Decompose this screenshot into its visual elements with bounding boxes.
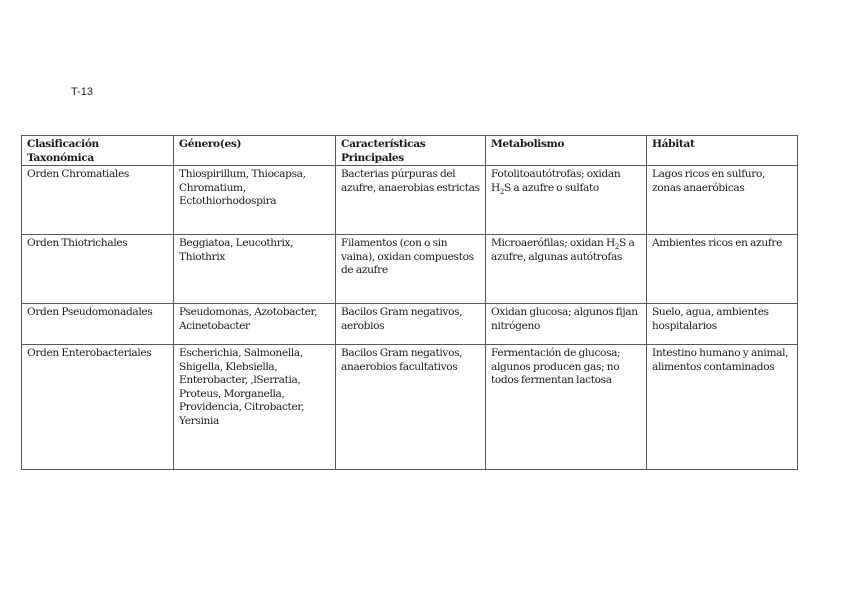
- cell-clasificacion: Orden Thiotrichales: [22, 235, 174, 304]
- metabolismo-text: S a azufre, algunas autótrofas: [491, 237, 635, 263]
- cell-clasificacion: Orden Pseudomonadales: [22, 304, 174, 345]
- table-row: [22, 304, 798, 345]
- cell-generos: Thiospirillum, Thiocapsa, Chromatium, Ectothiorhodospira: [174, 166, 336, 235]
- cell-caracteristicas: Bacilos Gram negativos, aerobios: [336, 304, 486, 345]
- cell-generos: Pseudomonas, Azotobacter, Acinetobacter: [174, 304, 336, 345]
- cell-metabolismo: [486, 166, 647, 235]
- cell-caracteristicas: Bacterias púrpuras del azufre, anaerobias estrictas: [336, 166, 486, 235]
- cell-generos: Beggiatoa, Leucothrix, Thiothrix: [174, 235, 336, 304]
- table-row: [22, 166, 798, 235]
- subscript: 2: [499, 187, 504, 196]
- cell-caracteristicas: Filamentos (con o sin vaina), oxidan compuestos de azufre: [336, 235, 486, 304]
- page-label: T-13: [71, 86, 94, 98]
- header-habitat: Hábitat: [647, 136, 798, 166]
- metabolismo-text: S a azufre o sulfato: [504, 181, 599, 194]
- metabolismo-text: Microaerófilas; oxidan H: [491, 237, 615, 249]
- cell-metabolismo: Fermentación de glucosa; algunos producen gas; no todos fermentan lactosa: [486, 345, 647, 470]
- cell-clasificacion: Orden Enterobacteriales: [22, 345, 174, 470]
- header-metabolismo: Metabolismo: [486, 136, 647, 166]
- table-header-row: [22, 136, 798, 166]
- header-clasificacion: Clasificación Taxonómica: [22, 136, 174, 166]
- cell-metabolismo: [486, 235, 647, 304]
- cell-habitat: Ambientes ricos en azufre: [647, 235, 798, 304]
- cell-caracteristicas: Bacilos Gram negativos, anaerobios facultativos: [336, 345, 486, 470]
- cell-habitat: Intestino humano y animal, alimentos contaminados: [647, 345, 798, 470]
- cell-generos: Escherichia, Salmonella, Shigella, Klebsiella, Enterobacter, ,lSerratia, Proteus, Morganella, Providencia, Citrobacter, Yersinia: [174, 345, 336, 470]
- header-caracteristicas: Características Principales: [336, 136, 486, 166]
- header-generos: Género(es): [174, 136, 336, 166]
- subscript: 2: [614, 243, 620, 252]
- taxonomy-table: [21, 135, 798, 470]
- cell-metabolismo: Oxidan glucosa; algunos fijan nitrógeno: [486, 304, 647, 345]
- cell-habitat: Suelo, agua, ambientes hospitalarios: [647, 304, 798, 345]
- table-row: [22, 235, 798, 304]
- cell-habitat: Lagos ricos en sulfuro, zonas anaeróbicas: [647, 166, 798, 235]
- table-row: [22, 345, 798, 470]
- cell-clasificacion: Orden Chromatiales: [22, 166, 174, 235]
- metabolismo-text: Fotolitoautótrofas; oxidan H: [491, 168, 621, 194]
